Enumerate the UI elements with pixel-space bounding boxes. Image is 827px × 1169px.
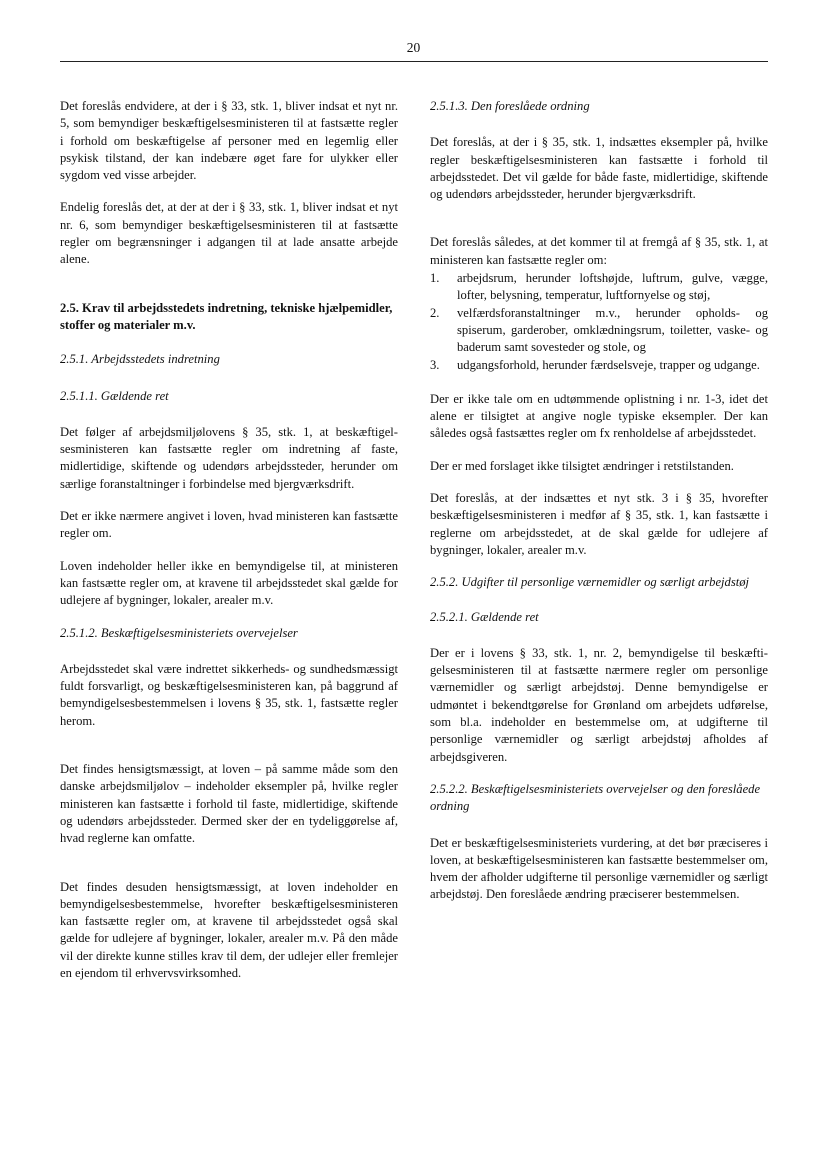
list-item [430,305,768,357]
paragraph: Det foreslås, at der indsættes et nyt stk. 3 i § 35, hvorefter beskæftigelsesministeren i medfør af § 35, stk. 1, kan fastsætte i reglerne om arbejdsstedet, at de skal gælde for udlejere af bygninger, lokaler, arealer m.v. [430,491,768,557]
paragraph: Det er beskæftigelsesministeriets vurdering, at det bør præciseres i loven, at beskæftigelsesministeren kan fastsætte bestemmelser om, hvem der afholder udgifterne til personlige værnemidler og særligt arbejdstøj. Den foreslåede ændring præciserer bestemmelsen. [430,835,768,902]
list-item-number: 1. [430,271,440,286]
paragraph: Det foreslås endvidere, at der i § 33, stk. 1, bliver indsat et nyt nr. 5, som bemyndiger beskæftigelsesministeren til at fastsætte regler i forhold om beskæftigelse af personer med en legemlig eller psykisk tilstand, der kan indebære øget fare for ulykker eller sygdom ved visse arbejder. [60,99,398,183]
section-heading-2-5-1-2: 2.5.1.2. Beskæftigelsesministeriets overvejelser [60,625,298,640]
paragraph: Arbejdsstedet skal være indrettet sikkerheds- og sundhedsmæssigt fuldt forsvarligt, og beskæftigelsesministeren kan, på baggrund af bemyndigelsesbestemmelsen i lovens § 35, stk. 1, fastsætte regler herom. [60,661,398,728]
section-heading-2-5-1-1: 2.5.1.1. Gældende ret [60,388,169,403]
paragraph: Loven indeholder heller ikke en bemyndigelse til, at ministeren kan fastsætte regler om, at kravene til arbejdsstedet skal gælde for udlejere af bygninger, lokaler, arealer m.v. [60,558,398,608]
right-column [430,98,768,919]
paragraph: Endelig foreslås det, at der at der i § 33, stk. 1, bliver indsat et nyt nr. 6, som bemyndiger beskæftigelsesministeren til at fastsætte regler om begrænsninger i adgangen til at lade ansatte arbejde alene. [60,200,398,267]
section-heading-2-5-2-1: 2.5.2.1. Gældende ret [430,609,539,624]
paragraph: Det foreslås, at der i § 35, stk. 1, indsættes eksempler på, hvilke regler beskæftigelsesministeren kan fastsætte i forhold til arbejdsstedet. Det vil gælde for både faste, midlertidige, skiftende og udendørs arbejdssteder, herunder bjergværksdrift. [430,135,768,202]
list-item [430,357,768,374]
section-heading-2-5-2: 2.5.2. Udgifter til personlige værnemidler og særligt arbejdstøj [430,575,750,590]
list-item-number: 2. [430,305,440,320]
left-column [60,98,398,997]
paragraph: Det foreslås således, at det kommer til at fremgå af § 35, stk. 1, at ministeren kan fastsætte regler om: [430,235,768,267]
paragraph: Der er med forslaget ikke tilsigtet ændringer i retstilstanden. [430,458,734,473]
numbered-list [430,270,768,374]
section-heading-2-5: 2.5. Krav til arbejdsstedets indretning, tekniske hjælpemidler, stoffer og materialer m.v. [60,300,393,332]
paragraph: Det er ikke nærmere angivet i loven, hvad ministeren kan fastsætte regler om. [60,509,398,541]
page-number: 20 [406,40,421,55]
paragraph: Der er i lovens § 33, stk. 1, nr. 2, bemyndigelse til beskæftigelsesministeren til at fastsætte nærmere regler om personlige værnemidler og særligt arbejdstøj. Denne bemyndigelse er udmøntet i bekendtgørelse for Grønland om arbejdets udførelse, som bl.a. indeholder en bestemmelse om, at udgifterne til personlige værnemidler og særligt arbejdstøj afholdes af arbejdsgiveren. [430,645,768,764]
paragraph: Det findes desuden hensigtsmæssigt, at loven indeholder en bemyndigelsesbestemmelse, hvorefter beskæftigelsesministeren kan fastsætte regler om, at kravene til arbejdsstedet også skal gælde for udlejere af bygninger, lokaler, arealer m.v. På den måde vil der direkte kunne stilles krav til dem, der udlejer eller fremlejer en ejendom til erhvervsvirksomhed. [60,879,398,980]
list-item-text: arbejdsrum, herunder loftshøjde, luftrum, gulve, vægge, lofter, belysning, temperatur, luftfornyelse og støj, [457,271,768,303]
section-heading-2-5-2-2: 2.5.2.2. Beskæftigelsesministeriets overvejelser og den foreslåede ordning [430,781,761,814]
section-heading-2-5-1-3: 2.5.1.3. Den foreslåede ordning [430,99,590,113]
paragraph: Det findes hensigtsmæssigt, at loven – på samme måde som den danske arbejdsmiljølov – indeholder eksempler på, hvilke regler ministeren kan fastsætte i forhold til faste, midlertidige, skiftende og udendørs arbejdssteder. Dermed sker der en tydeliggørelse af, hvad reglerne kan omfatte. [60,762,398,846]
section-heading-2-5-1: 2.5.1. Arbejdsstedets indretning [60,352,220,367]
list-item [430,270,768,305]
paragraph: Der er ikke tale om en udtømmende oplistning i nr. 1-3, idet det alene er tilsigtet at angive nogle typiske eksempler. Der kan således også fastsættes regler om fx renholdelse af arbejdsstedet. [430,391,768,441]
list-item-text: udgangsforhold, herunder færdselsveje, trapper og udgange. [457,357,760,372]
paragraph: Det følger af arbejdsmiljølovens § 35, stk. 1, at beskæftigelsesministeren kan fastsætte regler om indretning af faste, midlertidige, skiftende og udendørs arbejdssteder, herunder om særlige foranstaltninger i forbindelse med bjergværksdrift. [60,424,398,491]
header-rule [60,61,768,62]
list-item-number: 3. [430,357,440,372]
list-item-text: velfærdsforanstaltninger m.v., herunder opholds- og spiserum, garderober, omklædningsrum, toiletter, vaske- og baderum samt sovesteder og stole, og [457,305,768,355]
